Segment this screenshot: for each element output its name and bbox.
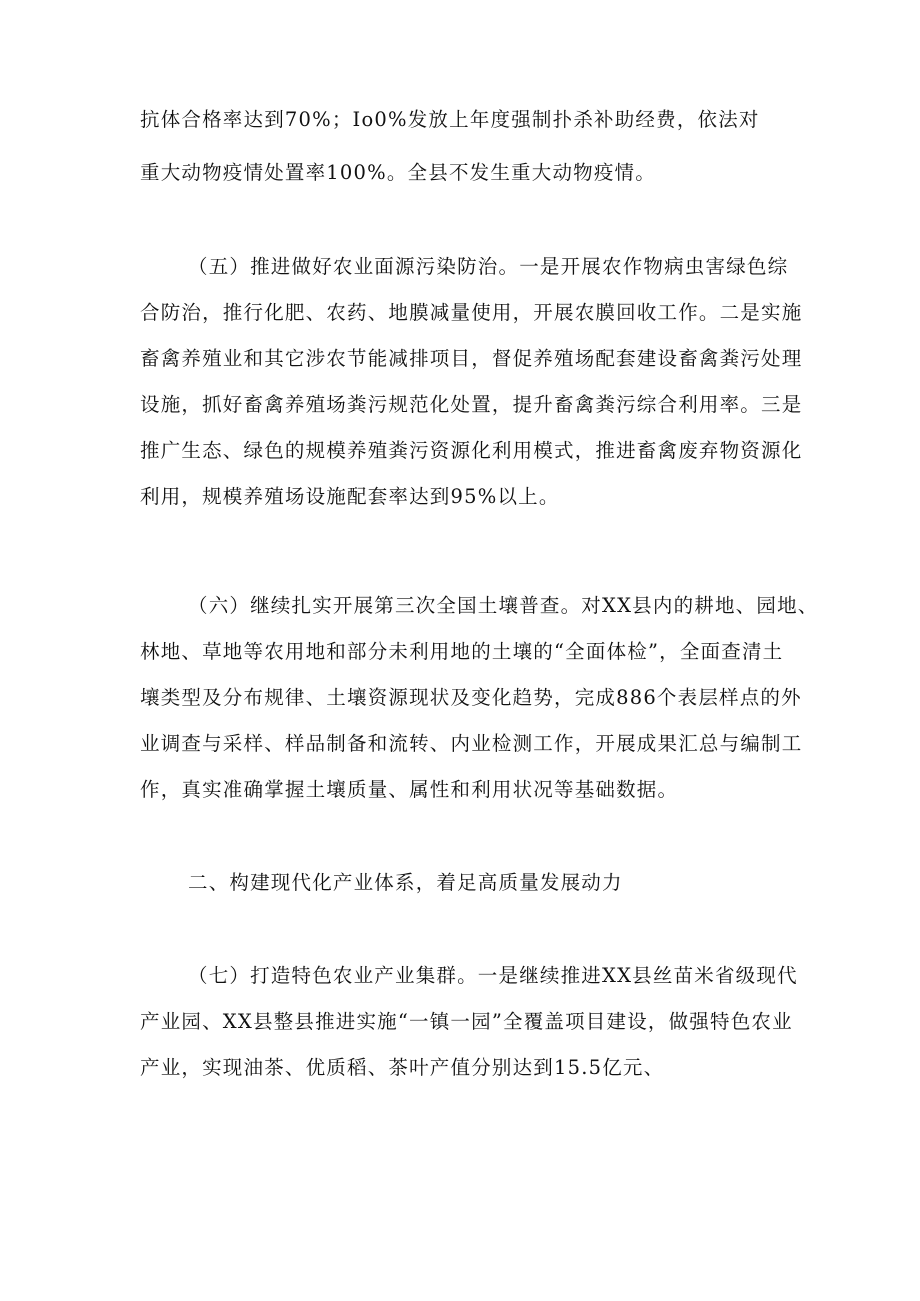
para-5-line-1: （五）推进做好农业面源污染防治。一是开展农作物病虫害绿色综 [188,255,789,278]
para-5-line-3: 畜禽养殖业和其它涉农节能减排项目，督促养殖场配套建设畜禽粪污处理 [140,347,803,370]
para-5-line-4: 设施，抓好畜禽养殖场粪污规范化处置，提升畜禽粪污综合利用率。三是 [140,393,803,416]
para-6-line-1: （六）继续扎实开展第三次全国土壤普查。对XX县内的耕地、园地、 [188,594,819,617]
para-6-line-2: 林地、草地等农用地和部分未利用地的土壤的“全面体检”，全面查清土 [140,640,784,663]
para-5-line-6: 利用，规模养殖场设施配套率达到95%以上。 [140,485,560,508]
para-7-line-1: （七）打造特色农业产业集群。一是继续推进XX县丝苗米省级现代 [188,964,798,987]
para-5-line-5: 推广生态、绿色的规模养殖粪污资源化利用模式，推进畜禽废弃物资源化 [140,439,803,462]
para-5-line-2: 合防治，推行化肥、农药、地膜减量使用，开展农膜回收工作。二是实施 [140,301,803,324]
para-continued-line-2: 重大动物疫情处置率100%。全县不发生重大动物疫情。 [140,161,656,184]
para-7-line-3: 产业，实现油茶、优质稻、茶叶产值分别达到15.5亿元、 [140,1056,665,1079]
para-continued-line-1: 抗体合格率达到70%；Io0%发放上年度强制扑杀补助经费，依法对 [140,108,760,131]
para-6-line-3: 壤类型及分布规律、土壤资源现状及变化趋势，完成886个表层样点的外 [140,686,802,709]
para-6-line-4: 业调查与采样、样品制备和流转、内业检测工作，开展成果汇总与编制工 [140,732,803,755]
para-6-line-5: 作，真实准确掌握土壤质量、属性和利用状况等基础数据。 [140,778,679,801]
para-7-line-2: 产业园、XX县整县推进实施“一镇一园”全覆盖项目建设，做强特色农业 [140,1010,793,1033]
section-2-heading: 二、构建现代化产业体系，着足高质量发展动力 [188,871,623,894]
